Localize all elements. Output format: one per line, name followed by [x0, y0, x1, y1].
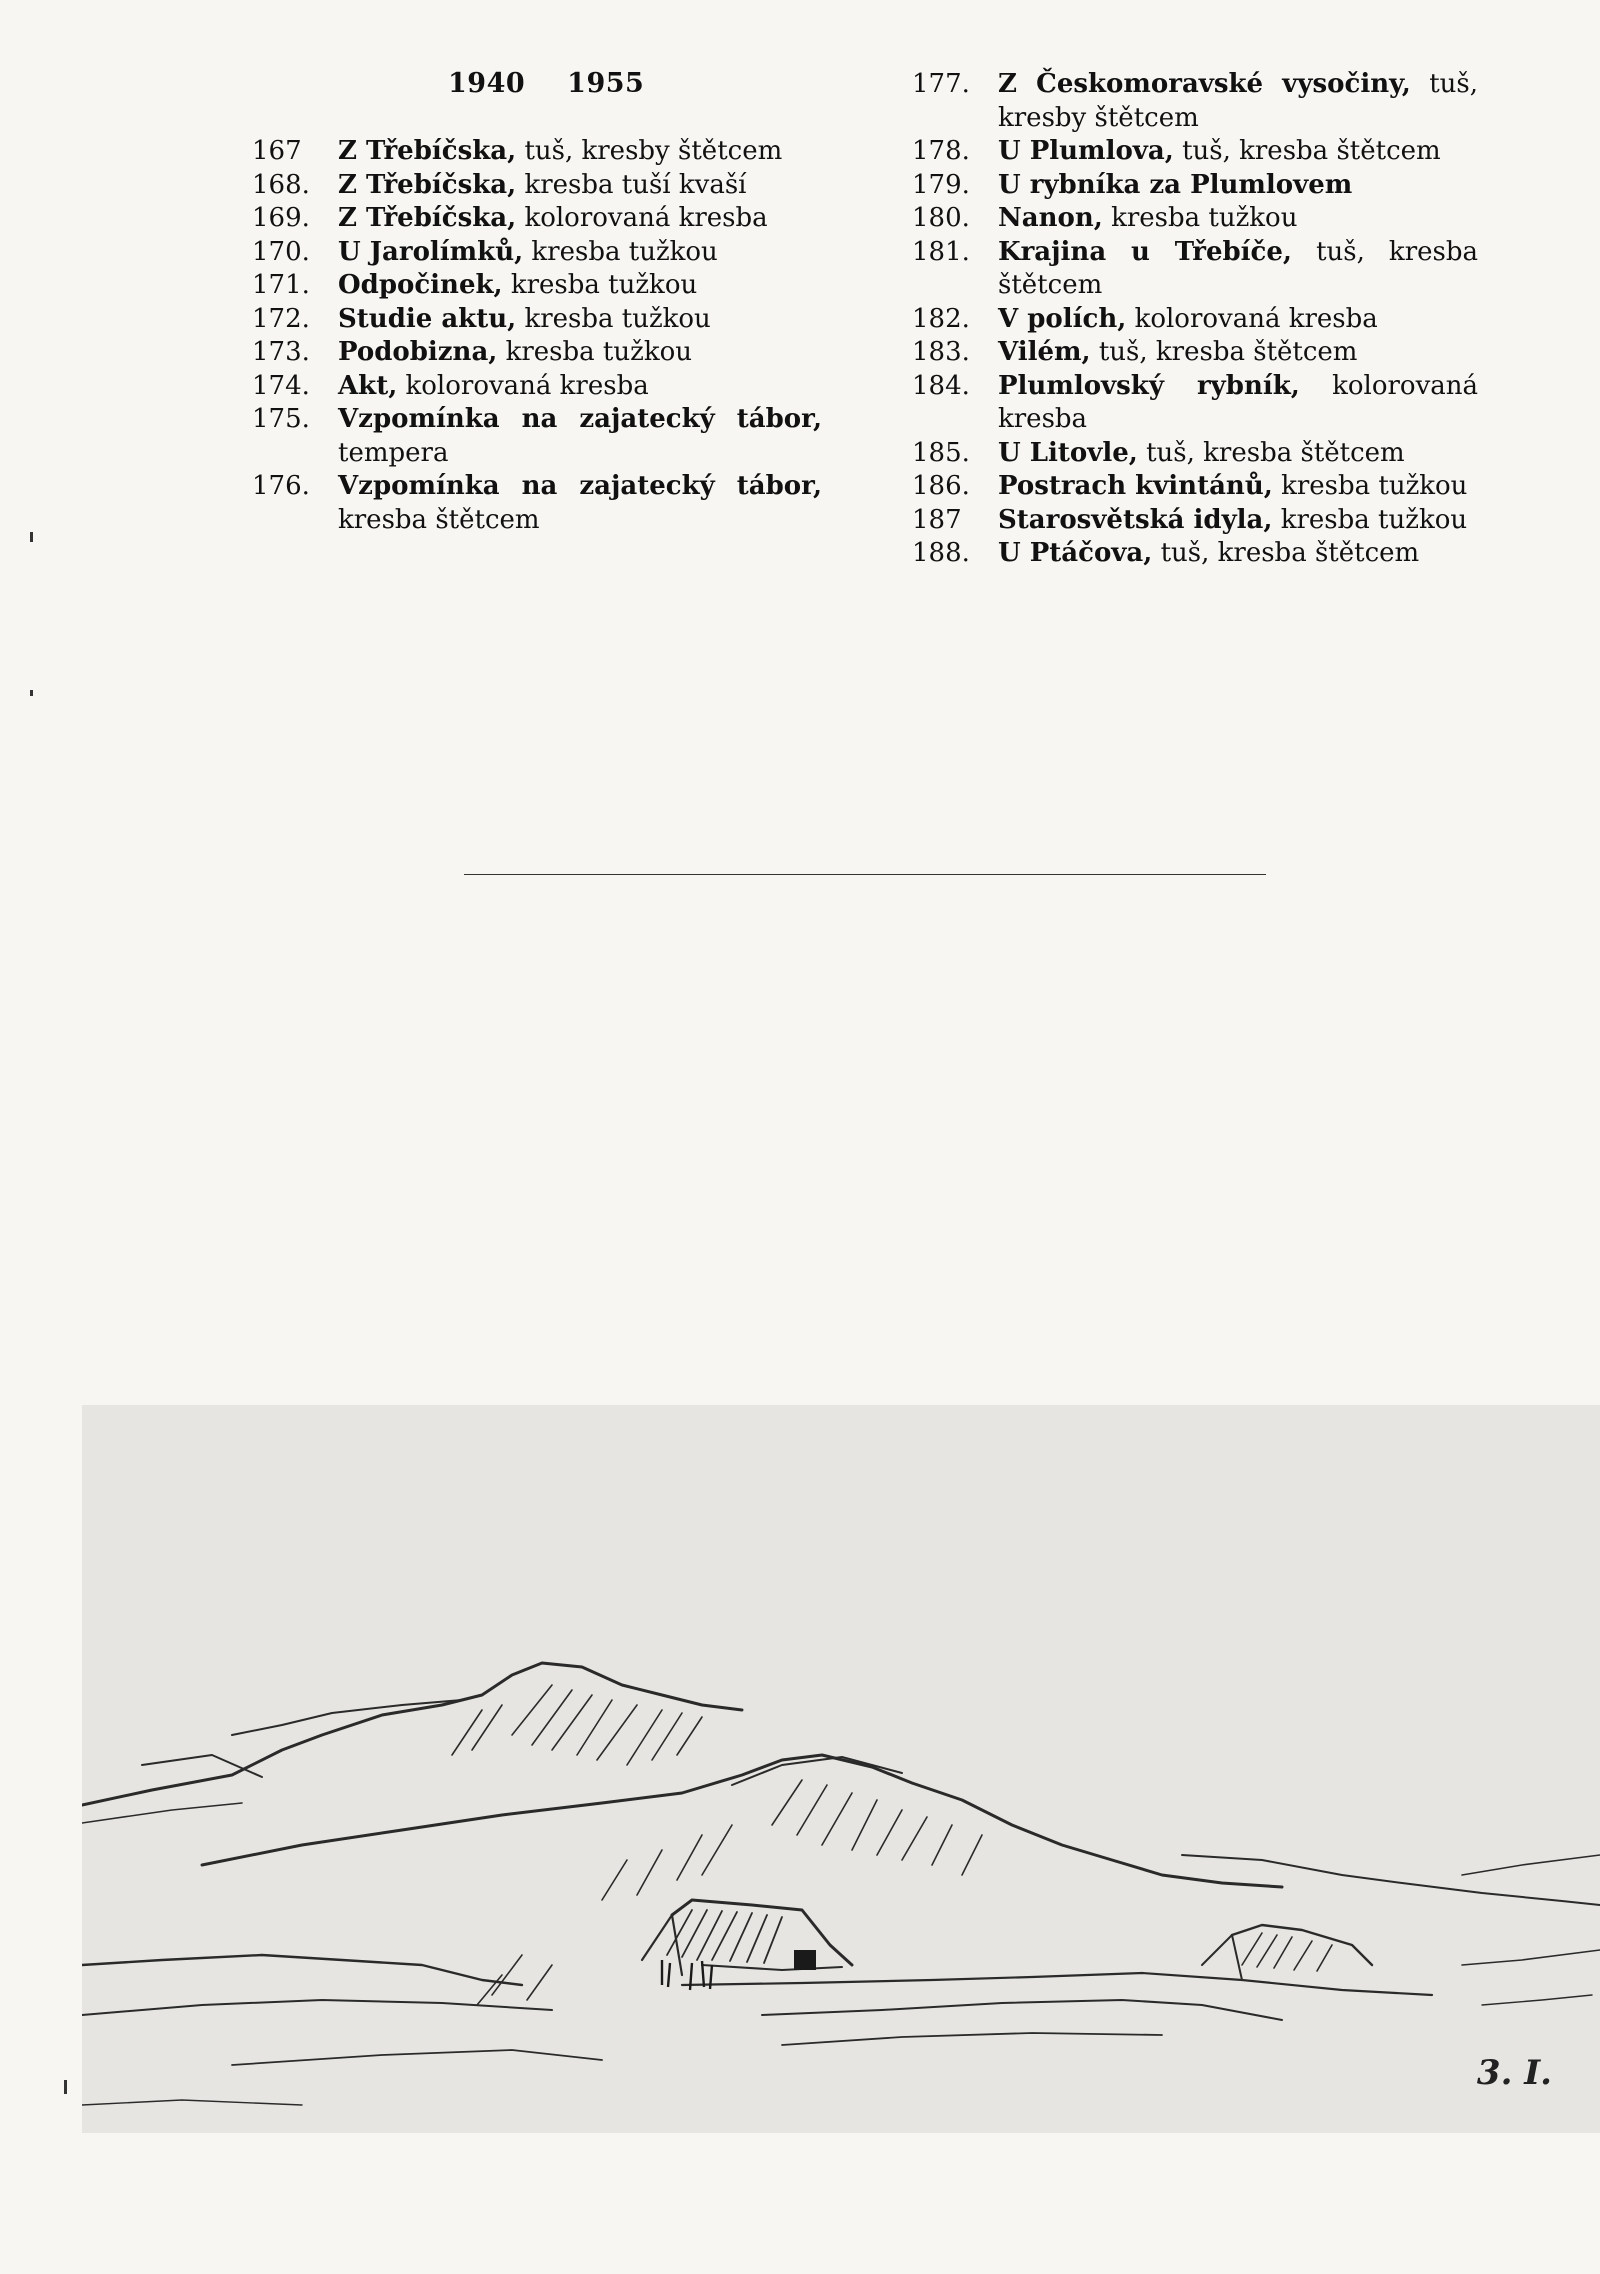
entry-description: kolorovaná kresba [1134, 303, 1378, 334]
entry-description: tuš, kresba štětcem [998, 236, 1478, 300]
entry-text [998, 169, 1478, 203]
entry-number: 178. [912, 136, 970, 166]
entry-title: Nanon, [998, 203, 1103, 233]
entry-title: Vilém, [998, 337, 1091, 367]
sketch-hatch [682, 1910, 707, 1957]
catalog-entry [252, 269, 822, 303]
entry-description: kresba štětcem [338, 504, 540, 535]
entry-number: 184. [912, 370, 970, 401]
entry-number: 179. [912, 169, 970, 200]
entry-title: U Plumlova, [998, 136, 1174, 166]
entry-number: 168. [252, 169, 310, 200]
entry-number: 181. [912, 236, 970, 267]
sketch-hatch [452, 1710, 482, 1755]
catalog-entry [912, 202, 1478, 236]
catalog-column-right [912, 68, 1478, 571]
entry-title: Podobizna, [338, 337, 498, 367]
sketch-stroke [732, 1757, 902, 1785]
catalog-entry [912, 437, 1478, 471]
sketch-stroke [202, 1755, 1282, 1887]
sketch-hatch [1317, 1945, 1332, 1971]
entry-description: kolorovaná kresba [998, 370, 1479, 434]
sketch-stroke [82, 2100, 302, 2105]
entry-title: Z Třebíčska, [338, 136, 517, 166]
sketch-hatch [1257, 1935, 1277, 1967]
entry-title: Krajina u Třebíče, [998, 236, 1292, 267]
catalog-entry [912, 68, 1478, 135]
entry-number: 186. [912, 471, 970, 501]
entry-number: 172. [252, 303, 310, 334]
entry-title: U Jarolímků, [338, 236, 524, 267]
entry-number: 182. [912, 303, 970, 334]
year-heading [448, 68, 644, 99]
scan-mark [30, 690, 33, 696]
entry-text [998, 68, 1478, 135]
sketch-hatch [627, 1710, 662, 1765]
entry-number: 173. [252, 337, 310, 367]
catalog-entry [912, 504, 1478, 538]
sketch-stroke [82, 1663, 742, 1805]
sketch-stroke [232, 2050, 602, 2065]
entry-description: kolorovaná kresba [524, 203, 768, 233]
entry-title: Postrach kvintánů, [998, 471, 1273, 501]
entry-number: 185. [912, 437, 970, 468]
sketch-stroke [82, 1955, 522, 1985]
sketch-house [1232, 1925, 1372, 1965]
sketch-hatch [602, 1860, 627, 1900]
entry-text [998, 202, 1478, 236]
catalog-entry [912, 135, 1478, 169]
catalog-entry [912, 236, 1478, 303]
entry-description: tuš, kresba štětcem [1182, 136, 1441, 166]
entry-description: kresba tužkou [1280, 504, 1468, 535]
entry-text [998, 537, 1478, 571]
entry-number: 187 [912, 504, 962, 535]
entry-title: Vzpomínka na zajatecký tábor, [338, 471, 822, 501]
sketch-hatch [512, 1685, 552, 1735]
entry-description: kresba tužkou [531, 236, 718, 267]
entry-title: Odpočinek, [338, 270, 503, 300]
year-end: 1955 [567, 68, 645, 99]
catalog-entry [912, 336, 1478, 370]
catalog-entry [912, 169, 1478, 203]
entry-text [998, 470, 1478, 504]
entry-description: kresba tuší kvaší [524, 169, 747, 200]
sketch-stroke [232, 1700, 462, 1735]
sketch-hatch [702, 1825, 732, 1875]
sketch-hatch [797, 1785, 827, 1835]
entry-text [338, 236, 822, 270]
entry-title: Z Českomoravské vysočiny, [998, 69, 1411, 99]
entry-text [338, 169, 822, 203]
entry-description: kolorovaná kresba [405, 370, 649, 401]
sketch-stroke [782, 2033, 1162, 2045]
sketch-hatch [532, 1690, 572, 1745]
catalog-entry [912, 537, 1478, 571]
sketch-hatch [677, 1717, 702, 1755]
entry-text [998, 135, 1478, 169]
entry-description: tuš, kresba štětcem [1098, 337, 1358, 367]
sketch-hatch [747, 1915, 767, 1962]
sketch-hatch [527, 1965, 552, 2000]
sketch-stroke [762, 2000, 1282, 2020]
landscape-sketch [82, 1405, 1600, 2133]
sketch-stroke [82, 2000, 552, 2015]
entry-description: kresba tužkou [505, 337, 692, 367]
entry-number: 177. [912, 69, 970, 99]
entry-number: 180. [912, 203, 970, 233]
sketch-hatch [472, 1705, 502, 1750]
catalog-entry [912, 303, 1478, 337]
entry-number: 167 [252, 136, 302, 166]
entry-number: 188. [912, 538, 970, 568]
sketch-stroke [682, 1973, 1432, 1995]
sketch-hatch [697, 1911, 722, 1960]
entry-description: tuš, kresba štětcem [1160, 538, 1420, 568]
entry-title: Plumlovský rybník, [998, 370, 1300, 401]
entry-text [998, 336, 1478, 370]
sketch-stroke [1482, 1995, 1592, 2005]
entry-title: Akt, [338, 370, 398, 401]
catalog-entry [252, 370, 822, 404]
sketch-hatch [902, 1817, 927, 1860]
entry-text [998, 370, 1478, 437]
catalog-entry [252, 403, 822, 470]
entry-title: U rybníka za Plumlovem [998, 169, 1353, 200]
entry-description: tuš, kresby štětcem [524, 136, 783, 166]
sketch-hatch [1274, 1937, 1292, 1968]
artist-signature: 3. I. [1476, 2053, 1552, 2093]
sketch-stroke [1462, 1950, 1600, 1965]
entry-text [998, 504, 1478, 538]
entry-description: tuš, kresby štětcem [998, 69, 1478, 133]
sketch-hatch [677, 1835, 702, 1880]
sketch-figure [662, 1960, 670, 1987]
catalog-entry [252, 236, 822, 270]
year-start: 1940 [448, 68, 526, 99]
sketch-window [794, 1950, 816, 1970]
catalog-entry [252, 169, 822, 203]
entry-number: 174. [252, 370, 310, 401]
entry-description: tuš, kresba štětcem [1146, 437, 1405, 468]
catalog-entry [252, 470, 822, 537]
sketch-hatch [637, 1850, 662, 1895]
section-divider [464, 874, 1266, 875]
entry-description: kresba tužkou [510, 270, 698, 300]
entry-number: 176. [252, 471, 310, 501]
entry-text [338, 370, 822, 404]
catalog-column-left [252, 135, 822, 537]
sketch-hatch [772, 1780, 802, 1825]
sketch-stroke [1462, 1855, 1600, 1875]
entry-description: kresba tužkou [524, 303, 711, 334]
entry-number: 175. [252, 404, 310, 434]
entry-title: Vzpomínka na zajatecký tábor, [338, 404, 822, 434]
entry-title: Starosvětská idyla, [998, 504, 1273, 535]
entry-title: U Ptáčova, [998, 538, 1153, 568]
entry-description: kresba tužkou [1111, 203, 1298, 233]
entry-text [338, 135, 822, 169]
sketch-hatch [962, 1835, 982, 1875]
entry-title: U Litovle, [998, 437, 1138, 468]
entry-number: 183. [912, 337, 970, 367]
entry-text [338, 403, 822, 470]
entry-title: Z Třebíčska, [338, 203, 517, 233]
catalog-entry [252, 202, 822, 236]
entry-text [998, 236, 1478, 303]
entry-text [998, 437, 1478, 471]
sketch-hatch [932, 1825, 952, 1865]
catalog-entry [252, 135, 822, 169]
sketch-hatch [852, 1800, 877, 1850]
sketch-house [1202, 1935, 1242, 1980]
catalog-entry [252, 303, 822, 337]
entry-text [338, 269, 822, 303]
sketch-stroke [142, 1755, 262, 1777]
catalog-entry [912, 370, 1478, 437]
entry-description: tempera [338, 437, 449, 468]
sketch-hatch [822, 1793, 852, 1845]
entry-title: Z Třebíčska, [338, 169, 517, 200]
catalog-entry [912, 470, 1478, 504]
catalog-entry [252, 336, 822, 370]
sketch-hatch [1294, 1941, 1312, 1970]
sketch-stroke [82, 1803, 242, 1823]
sketch-hatch [877, 1810, 902, 1855]
sketch-drawing [82, 1405, 1600, 2133]
entry-number: 169. [252, 203, 310, 233]
entry-text [998, 303, 1478, 337]
scan-mark [64, 2080, 67, 2094]
entry-title: V polích, [998, 303, 1127, 334]
entry-text [338, 202, 822, 236]
entry-description: kresba tužkou [1281, 471, 1468, 501]
sketch-hatch [1242, 1933, 1262, 1965]
sketch-hatch [764, 1917, 782, 1963]
scan-mark [30, 532, 33, 542]
entry-title: Studie aktu, [338, 303, 517, 334]
sketch-house [702, 1965, 842, 1970]
entry-number: 171. [252, 270, 310, 300]
entry-number: 170. [252, 236, 310, 267]
entry-text [338, 470, 822, 537]
entry-text [338, 336, 822, 370]
sketch-hatch [492, 1955, 522, 1995]
entry-text [338, 303, 822, 337]
